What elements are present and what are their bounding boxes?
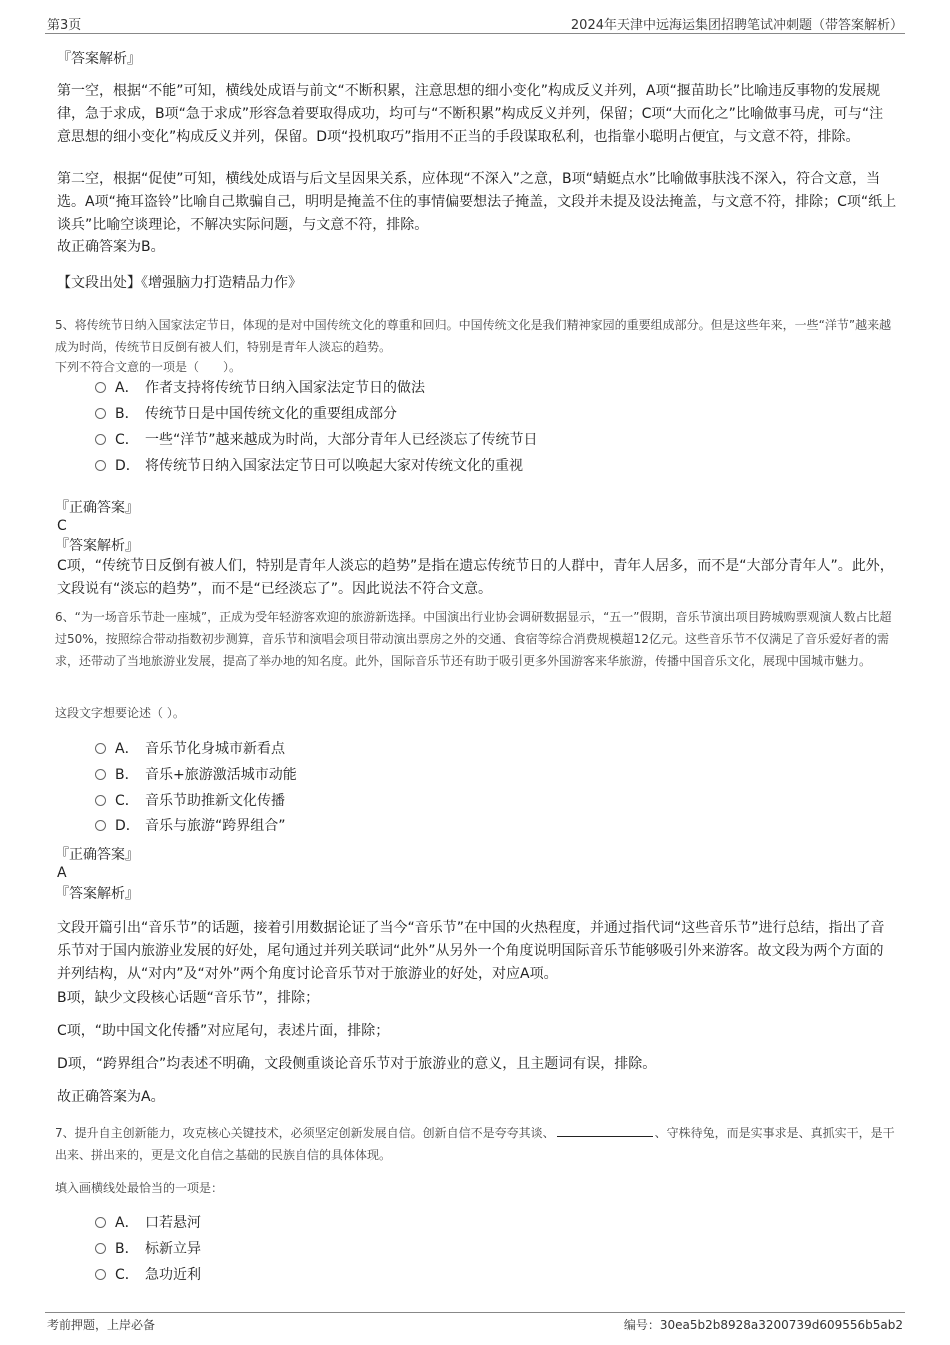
q5-option-a[interactable]: A． 作者支持将传统节日纳入国家法定节日的做法 (95, 375, 425, 401)
q6-analysis-label: 『答案解析』 (55, 886, 139, 902)
page-number: 第3页 (47, 18, 82, 33)
q6-prompt: 这段文字想要论述（ ）。 (55, 706, 185, 720)
q6-analysis-para4: D项，“跨界组合”均表述不明确，文段侧重谈论音乐节对于旅游业的意义，且主题词有误，排除。 (57, 1056, 657, 1072)
q5-analysis: C项，“传统节日反倒有被人们，特别是青年人淡忘的趋势”是指在遗忘传统节日的人群中，青年人居多，而不是“大部分青年人”。此外，文段说有“淡忘的趋势”，而不是“已经淡忘了”。因此说法不符合文意。 (57, 558, 894, 597)
q4-analysis-label: 『答案解析』 (57, 51, 141, 67)
q7-stem: 7、提升自主创新能力，攻克核心关键技术，必须坚定创新发展自信。创新自信不是夸夸其谈、 、守株待兔，而是实事求是、真抓实干，是干出来、拼出来的，更是文化自信之基础的民族自信的具体体现。 (55, 1122, 900, 1166)
q5-answer: C (57, 518, 67, 534)
q6-option-d[interactable]: D． 音乐与旅游“跨界组合” (95, 813, 286, 839)
q7-option-a[interactable]: A． 口若悬河 (95, 1210, 201, 1236)
radio-icon[interactable] (95, 460, 106, 471)
fill-in-blank (557, 1123, 653, 1137)
header-divider (45, 33, 905, 34)
q6-option-c[interactable]: C． 音乐节助推新文化传播 (95, 788, 285, 814)
q6-option-a[interactable]: A． 音乐节化身城市新看点 (95, 736, 285, 762)
q5-stem: 5、将传统节日纳入国家法定节日，体现的是对中国传统文化的尊重和回归。中国传统文化是我们精神家园的重要组成部分。但是这些年来，一些“洋节”越来越成为时尚，传统节日反倒有被人们，特别是青年人淡忘的趋势。 (55, 318, 892, 354)
q5-option-d[interactable]: D． 将传统节日纳入国家法定节日可以唤起大家对传统文化的重视 (95, 453, 523, 479)
q5-prompt: 下列不符合文意的一项是（ ）。 (55, 360, 242, 374)
radio-icon[interactable] (95, 795, 106, 806)
q6-conclusion: 故正确答案为A。 (57, 1089, 165, 1105)
q4-source: 【文段出处】《增强脑力打造精品力作》 (57, 275, 302, 291)
q6-analysis-para3: C项，“助中国文化传播”对应尾句，表述片面，排除； (57, 1023, 390, 1039)
q6-analysis-para1: 文段开篇引出“音乐节”的话题，接着引用数据论证了当今“音乐节”在中国的火热程度，并通过指代词“这些音乐节”进行总结，指出了音乐节对于国内旅游业发展的好处，尾句通过并列关联词“此外”从另外一个角度说明国际音乐节能够吸引外来游客。故文段为两个方面的并列结构，从“对内”及“对外”两个角度讨论音乐节对于旅游业的好处，对应A项。 (57, 920, 885, 982)
q4-analysis-para2: 第二空，根据“促使”可知，横线处成语与后文呈因果关系，应体现“不深入”之意，B项“蜻蜓点水”比喻做事肤浅不深入，符合文意，当选。A项“掩耳盗铃”比喻自己欺骗自己，明明是掩盖不住的事情偏要想法子掩盖，文段并未提及设法掩盖，与文意不符，排除；C项“纸上谈兵”比喻空谈理论，不解决实际问题，与文意不符，排除。 (57, 171, 897, 233)
radio-icon[interactable] (95, 434, 106, 445)
q6-option-b[interactable]: B． 音乐+旅游激活城市动能 (95, 762, 297, 788)
q5-option-c[interactable]: C． 一些“洋节”越来越成为时尚，大部分青年人已经淡忘了传统节日 (95, 427, 538, 453)
radio-icon[interactable] (95, 382, 106, 393)
radio-icon[interactable] (95, 769, 106, 780)
radio-icon[interactable] (95, 1217, 106, 1228)
radio-icon[interactable] (95, 820, 106, 831)
document-title: 2024年天津中远海运集团招聘笔试冲刺题（带答案解析） (570, 18, 903, 33)
q7-prompt: 填入画横线处最恰当的一项是： (55, 1181, 224, 1195)
footer-divider (45, 1312, 905, 1313)
radio-icon[interactable] (95, 1269, 106, 1280)
q5-analysis-label: 『答案解析』 (55, 538, 139, 554)
q6-stem: 6、“为一场音乐节赴一座城”，正成为受年轻游客欢迎的旅游新选择。中国演出行业协会调研数据显示，“五一”假期，音乐节演出项目跨城购票观演人数占比超过50%，按照综合带动指数初步测算，音乐节和演唱会项目带动演出票房之外的交通、食宿等综合消费规模超12亿元。这些音乐节不仅满足了音乐爱好者的需求，还带动了当地旅游业发展，提高了举办地的知名度。此外，国际音乐节还有助于吸引更多外国游客来华旅游，传播中国音乐文化，展现中国城市魅力。 (55, 610, 892, 668)
q7-option-c[interactable]: C． 急功近利 (95, 1262, 201, 1288)
q6-analysis-para2: B项，缺少文段核心话题“音乐节”，排除； (57, 990, 320, 1006)
q5-option-b[interactable]: B． 传统节日是中国传统文化的重要组成部分 (95, 401, 397, 427)
q4-conclusion: 故正确答案为B。 (57, 239, 165, 255)
radio-icon[interactable] (95, 1243, 106, 1254)
q4-analysis-para1: 第一空，根据“不能”可知，横线处成语与前文“不断积累，注意思想的细小变化”构成反义并列，A项“揠苗助长”比喻违反事物的发展规律，急于求成，B项“急于求成”形容急着要取得成功，均可与“不断积累”构成反义并列，保留；C项“大而化之”比喻做事马虎，可与“注意思想的细小变化”构成反义并列，保留。D项“投机取巧”指用不正当的手段谋取私利，也指靠小聪明占便宜，与文意不符，排除。 (57, 83, 884, 145)
footer-slogan: 考前押题，上岸必备 (47, 1318, 156, 1332)
q6-answer: A (57, 865, 67, 881)
q6-answer-label: 『正确答案』 (55, 847, 139, 863)
radio-icon[interactable] (95, 408, 106, 419)
q7-option-b[interactable]: B． 标新立异 (95, 1236, 201, 1262)
q5-answer-label: 『正确答案』 (55, 500, 139, 516)
radio-icon[interactable] (95, 743, 106, 754)
document-id: 编号：30ea5b2b8928a3200739d609556b5ab2 (623, 1318, 903, 1332)
